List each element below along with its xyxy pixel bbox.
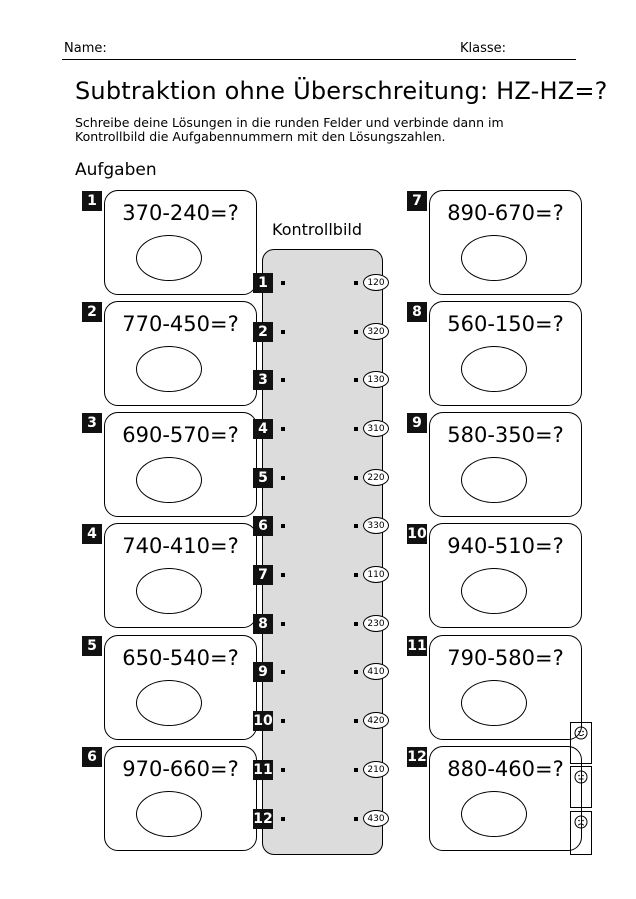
task-card-5 — [104, 635, 257, 740]
task-expression: 970-660=? — [122, 757, 239, 781]
task-number-10: 10 — [407, 526, 427, 542]
control-number-4: 4 — [253, 419, 273, 439]
answer-field[interactable] — [136, 235, 202, 281]
connect-dot-left[interactable] — [281, 330, 285, 334]
answer-field[interactable] — [461, 680, 527, 726]
control-number-8: 8 — [253, 614, 273, 634]
solution-value: 320 — [363, 323, 389, 340]
control-number-2: 2 — [253, 322, 273, 342]
connect-dot-right[interactable] — [354, 573, 358, 577]
task-expression: 650-540=? — [122, 646, 239, 670]
solution-value: 310 — [363, 420, 389, 437]
answer-field[interactable] — [461, 346, 527, 392]
connect-dot-left[interactable] — [281, 378, 285, 382]
answer-field[interactable] — [136, 680, 202, 726]
solution-value: 120 — [363, 274, 389, 291]
control-number-3: 3 — [253, 370, 273, 390]
task-number-5: 5 — [82, 636, 102, 656]
header-line — [62, 59, 576, 60]
connect-dot-right[interactable] — [354, 281, 358, 285]
task-expression: 880-460=? — [447, 757, 564, 781]
task-expression: 740-410=? — [122, 534, 239, 558]
task-expression: 370-240=? — [122, 201, 239, 225]
page-title: Subtraktion ohne Überschreitung: HZ-HZ=? — [75, 77, 608, 105]
task-card-9 — [429, 412, 582, 517]
connect-dot-left[interactable] — [281, 719, 285, 723]
connect-dot-left[interactable] — [281, 768, 285, 772]
task-expression: 560-150=? — [447, 312, 564, 336]
solution-value: 130 — [363, 371, 389, 388]
task-number-9: 9 — [407, 413, 427, 433]
task-card-11 — [429, 635, 582, 740]
answer-field[interactable] — [136, 568, 202, 614]
control-number-7: 7 — [253, 565, 273, 585]
connect-dot-right[interactable] — [354, 330, 358, 334]
task-card-1 — [104, 190, 257, 295]
self-check-neutral[interactable] — [570, 766, 592, 808]
connect-dot-left[interactable] — [281, 817, 285, 821]
connect-dot-left[interactable] — [281, 476, 285, 480]
connect-dot-left[interactable] — [281, 427, 285, 431]
connect-dot-right[interactable] — [354, 524, 358, 528]
task-expression: 890-670=? — [447, 201, 564, 225]
connect-dot-left[interactable] — [281, 670, 285, 674]
answer-field[interactable] — [461, 791, 527, 837]
name-label: Name: — [64, 41, 107, 56]
self-check-happy[interactable] — [570, 722, 592, 764]
connect-dot-left[interactable] — [281, 622, 285, 626]
control-number-12: 12 — [253, 811, 273, 827]
control-title: Kontrollbild — [272, 220, 363, 239]
solution-value: 420 — [363, 712, 389, 729]
tasks-heading: Aufgaben — [75, 160, 157, 180]
solution-value: 110 — [363, 566, 389, 583]
connect-dot-left[interactable] — [281, 281, 285, 285]
connect-dot-right[interactable] — [354, 476, 358, 480]
task-card-6 — [104, 746, 257, 851]
solution-value: 410 — [363, 663, 389, 680]
task-number-11: 11 — [407, 638, 427, 654]
task-expression: 580-350=? — [447, 423, 564, 447]
connect-dot-left[interactable] — [281, 573, 285, 577]
connect-dot-left[interactable] — [281, 524, 285, 528]
task-card-4 — [104, 523, 257, 628]
control-number-5: 5 — [253, 468, 273, 488]
connect-dot-right[interactable] — [354, 768, 358, 772]
solution-value: 210 — [363, 761, 389, 778]
task-number-8: 8 — [407, 302, 427, 322]
answer-field[interactable] — [136, 457, 202, 503]
answer-field[interactable] — [461, 568, 527, 614]
connect-dot-right[interactable] — [354, 427, 358, 431]
answer-field[interactable] — [461, 235, 527, 281]
task-number-1: 1 — [82, 191, 102, 211]
self-check-sad[interactable] — [570, 811, 592, 855]
solution-value: 230 — [363, 615, 389, 632]
task-card-10 — [429, 523, 582, 628]
instructions: Schreibe deine Lösungen in die runden Felder und verbinde dann im Kontrollbild die Aufgabennummern mit den Lösungszahlen. — [75, 115, 504, 144]
connect-dot-right[interactable] — [354, 622, 358, 626]
task-number-2: 2 — [82, 302, 102, 322]
control-number-6: 6 — [253, 516, 273, 536]
control-number-9: 9 — [253, 662, 273, 682]
task-number-6: 6 — [82, 747, 102, 767]
solution-value: 430 — [363, 810, 389, 827]
happy-face-icon — [574, 726, 588, 740]
connect-dot-right[interactable] — [354, 719, 358, 723]
task-card-3 — [104, 412, 257, 517]
class-label: Klasse: — [460, 41, 507, 56]
task-number-4: 4 — [82, 524, 102, 544]
connect-dot-right[interactable] — [354, 817, 358, 821]
control-number-10: 10 — [253, 713, 273, 729]
control-number-11: 11 — [253, 762, 273, 778]
task-expression: 940-510=? — [447, 534, 564, 558]
sad-face-icon — [574, 815, 588, 829]
connect-dot-right[interactable] — [354, 378, 358, 382]
neutral-face-icon — [574, 770, 588, 784]
task-number-12: 12 — [407, 749, 427, 765]
task-number-3: 3 — [82, 413, 102, 433]
task-card-7 — [429, 190, 582, 295]
task-card-2 — [104, 301, 257, 406]
task-card-8 — [429, 301, 582, 406]
control-number-1: 1 — [253, 273, 273, 293]
answer-field[interactable] — [136, 791, 202, 837]
connect-dot-right[interactable] — [354, 670, 358, 674]
solution-value: 220 — [363, 469, 389, 486]
answer-field[interactable] — [136, 346, 202, 392]
solution-value: 330 — [363, 517, 389, 534]
answer-field[interactable] — [461, 457, 527, 503]
task-expression: 770-450=? — [122, 312, 239, 336]
task-number-7: 7 — [407, 191, 427, 211]
task-card-12 — [429, 746, 582, 851]
task-expression: 790-580=? — [447, 646, 564, 670]
task-expression: 690-570=? — [122, 423, 239, 447]
